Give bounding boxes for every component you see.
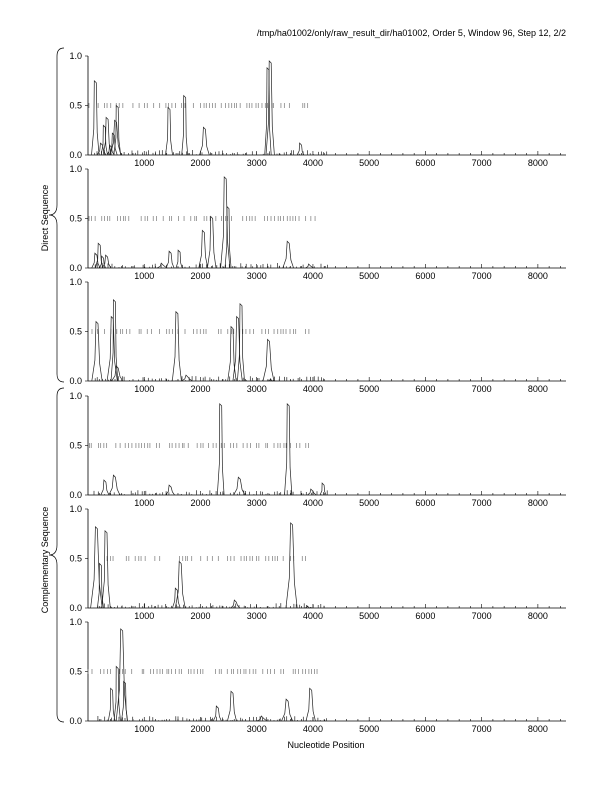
x-tick-label: 4000 <box>302 384 323 394</box>
x-tick-label: 4000 <box>302 724 323 734</box>
peak-trace <box>166 485 175 495</box>
chart-panels <box>69 51 566 734</box>
peak-trace <box>116 629 127 721</box>
x-tick-label: 3000 <box>246 498 267 508</box>
y-tick-label: 1.0 <box>69 391 82 401</box>
peak-trace <box>102 531 111 608</box>
peak-trace <box>172 312 181 381</box>
direct-group-label: Direct Sequence <box>40 184 50 252</box>
y-tick-label: 1.0 <box>69 51 82 61</box>
x-tick-label: 7000 <box>471 384 492 394</box>
peak-trace <box>109 475 120 495</box>
peak-trace <box>175 562 185 609</box>
x-tick-label: 2000 <box>190 724 211 734</box>
peak-trace <box>221 177 230 268</box>
baseline-noise <box>94 490 327 495</box>
y-tick-label: 0.0 <box>69 603 82 613</box>
peak-trace <box>166 251 174 268</box>
x-tick-label: 2000 <box>190 271 211 281</box>
x-tick-label: 7000 <box>471 498 492 508</box>
x-tick-label: 1000 <box>134 724 155 734</box>
y-tick-label: 1.0 <box>69 617 82 627</box>
y-tick-label: 0.5 <box>69 440 82 451</box>
x-tick-label: 7000 <box>471 611 492 621</box>
peak-trace <box>286 523 297 608</box>
y-tick-label: 0.5 <box>69 100 82 111</box>
peak-trace <box>217 404 224 495</box>
panel-2 <box>69 164 566 281</box>
x-tick-label: 8000 <box>527 158 548 168</box>
x-tick-label: 4000 <box>302 158 323 168</box>
x-tick-label: 5000 <box>359 271 380 281</box>
figure-header: /tmp/ha01002/only/raw_result_dir/ha01002, Order 5, Window 96, Step 12, 2/2 <box>256 28 566 38</box>
x-tick-label: 1000 <box>134 384 155 394</box>
panel-6 <box>69 617 566 734</box>
panel-3 <box>69 277 566 394</box>
y-tick-label: 0.0 <box>69 716 82 726</box>
y-tick-label: 1.0 <box>69 277 82 287</box>
x-axis-label: Nucleotide Position <box>287 740 365 750</box>
x-tick-label: 8000 <box>527 384 548 394</box>
peak-trace <box>283 241 294 268</box>
panel-5 <box>69 504 566 621</box>
x-tick-label: 3000 <box>246 271 267 281</box>
peak-trace <box>227 691 236 721</box>
x-tick-label: 5000 <box>359 498 380 508</box>
x-tick-label: 1000 <box>134 158 155 168</box>
x-tick-label: 6000 <box>415 498 436 508</box>
x-tick-label: 7000 <box>471 724 492 734</box>
x-tick-label: 4000 <box>302 611 323 621</box>
y-tick-label: 1.0 <box>69 164 82 174</box>
x-tick-label: 3000 <box>246 384 267 394</box>
x-tick-label: 2000 <box>190 498 211 508</box>
peak-trace <box>200 127 210 155</box>
x-tick-label: 6000 <box>415 611 436 621</box>
x-tick-label: 6000 <box>415 271 436 281</box>
peak-trace <box>176 250 182 268</box>
peak-trace <box>108 688 115 721</box>
peak-trace <box>285 404 292 495</box>
peak-trace <box>103 117 111 155</box>
x-tick-label: 4000 <box>302 271 323 281</box>
x-tick-label: 1000 <box>134 498 155 508</box>
peak-trace <box>111 300 118 381</box>
direct-brace <box>49 48 64 382</box>
y-tick-label: 0.5 <box>69 666 82 677</box>
x-tick-label: 2000 <box>190 384 211 394</box>
x-tick-label: 2000 <box>190 611 211 621</box>
peak-trace <box>92 322 102 381</box>
peak-trace <box>92 81 100 155</box>
peak-trace <box>102 255 111 268</box>
x-tick-label: 5000 <box>359 384 380 394</box>
x-tick-label: 5000 <box>359 158 380 168</box>
x-tick-label: 1000 <box>134 271 155 281</box>
peak-trace <box>263 339 274 381</box>
baseline-noise <box>95 150 327 155</box>
x-tick-label: 7000 <box>471 271 492 281</box>
y-tick-label: 0.0 <box>69 150 82 160</box>
peak-trace <box>157 263 167 268</box>
x-tick-label: 8000 <box>527 611 548 621</box>
y-tick-label: 1.0 <box>69 504 82 514</box>
peak-trace <box>233 317 242 381</box>
peak-trace <box>101 480 109 495</box>
group-braces <box>49 48 64 722</box>
x-tick-label: 8000 <box>527 724 548 734</box>
peak-trace <box>234 477 245 495</box>
y-tick-label: 0.5 <box>69 553 82 564</box>
complementary-brace <box>49 388 64 722</box>
peak-trace <box>306 688 315 721</box>
peak-trace <box>213 706 221 721</box>
peak-trace <box>182 375 193 381</box>
peak-trace <box>228 327 237 381</box>
peak-trace <box>207 217 216 269</box>
x-tick-label: 5000 <box>359 611 380 621</box>
x-tick-label: 4000 <box>302 498 323 508</box>
panel-4 <box>69 391 566 508</box>
x-tick-label: 1000 <box>134 611 155 621</box>
x-tick-label: 8000 <box>527 498 548 508</box>
x-tick-label: 3000 <box>246 724 267 734</box>
x-tick-label: 5000 <box>359 724 380 734</box>
complementary-group-label: Complementary Sequence <box>40 506 50 614</box>
peak-trace <box>265 68 272 155</box>
panel-1 <box>69 51 566 168</box>
peak-trace <box>282 699 293 721</box>
y-tick-label: 0.0 <box>69 263 82 273</box>
y-tick-label: 0.5 <box>69 326 82 337</box>
x-tick-label: 2000 <box>190 158 211 168</box>
y-tick-label: 0.5 <box>69 213 82 224</box>
x-tick-label: 6000 <box>415 384 436 394</box>
peak-trace <box>199 230 208 268</box>
y-tick-label: 0.0 <box>69 490 82 500</box>
peak-trace <box>91 527 103 608</box>
x-tick-label: 3000 <box>246 158 267 168</box>
x-tick-label: 3000 <box>246 611 267 621</box>
peak-trace <box>305 264 314 268</box>
x-tick-label: 7000 <box>471 158 492 168</box>
x-tick-label: 6000 <box>415 724 436 734</box>
x-tick-label: 6000 <box>415 158 436 168</box>
x-tick-label: 8000 <box>527 271 548 281</box>
peak-trace <box>225 207 231 268</box>
peak-trace <box>166 108 173 156</box>
peak-trace <box>320 483 326 495</box>
baseline-noise <box>94 603 327 608</box>
y-tick-label: 0.0 <box>69 376 82 386</box>
